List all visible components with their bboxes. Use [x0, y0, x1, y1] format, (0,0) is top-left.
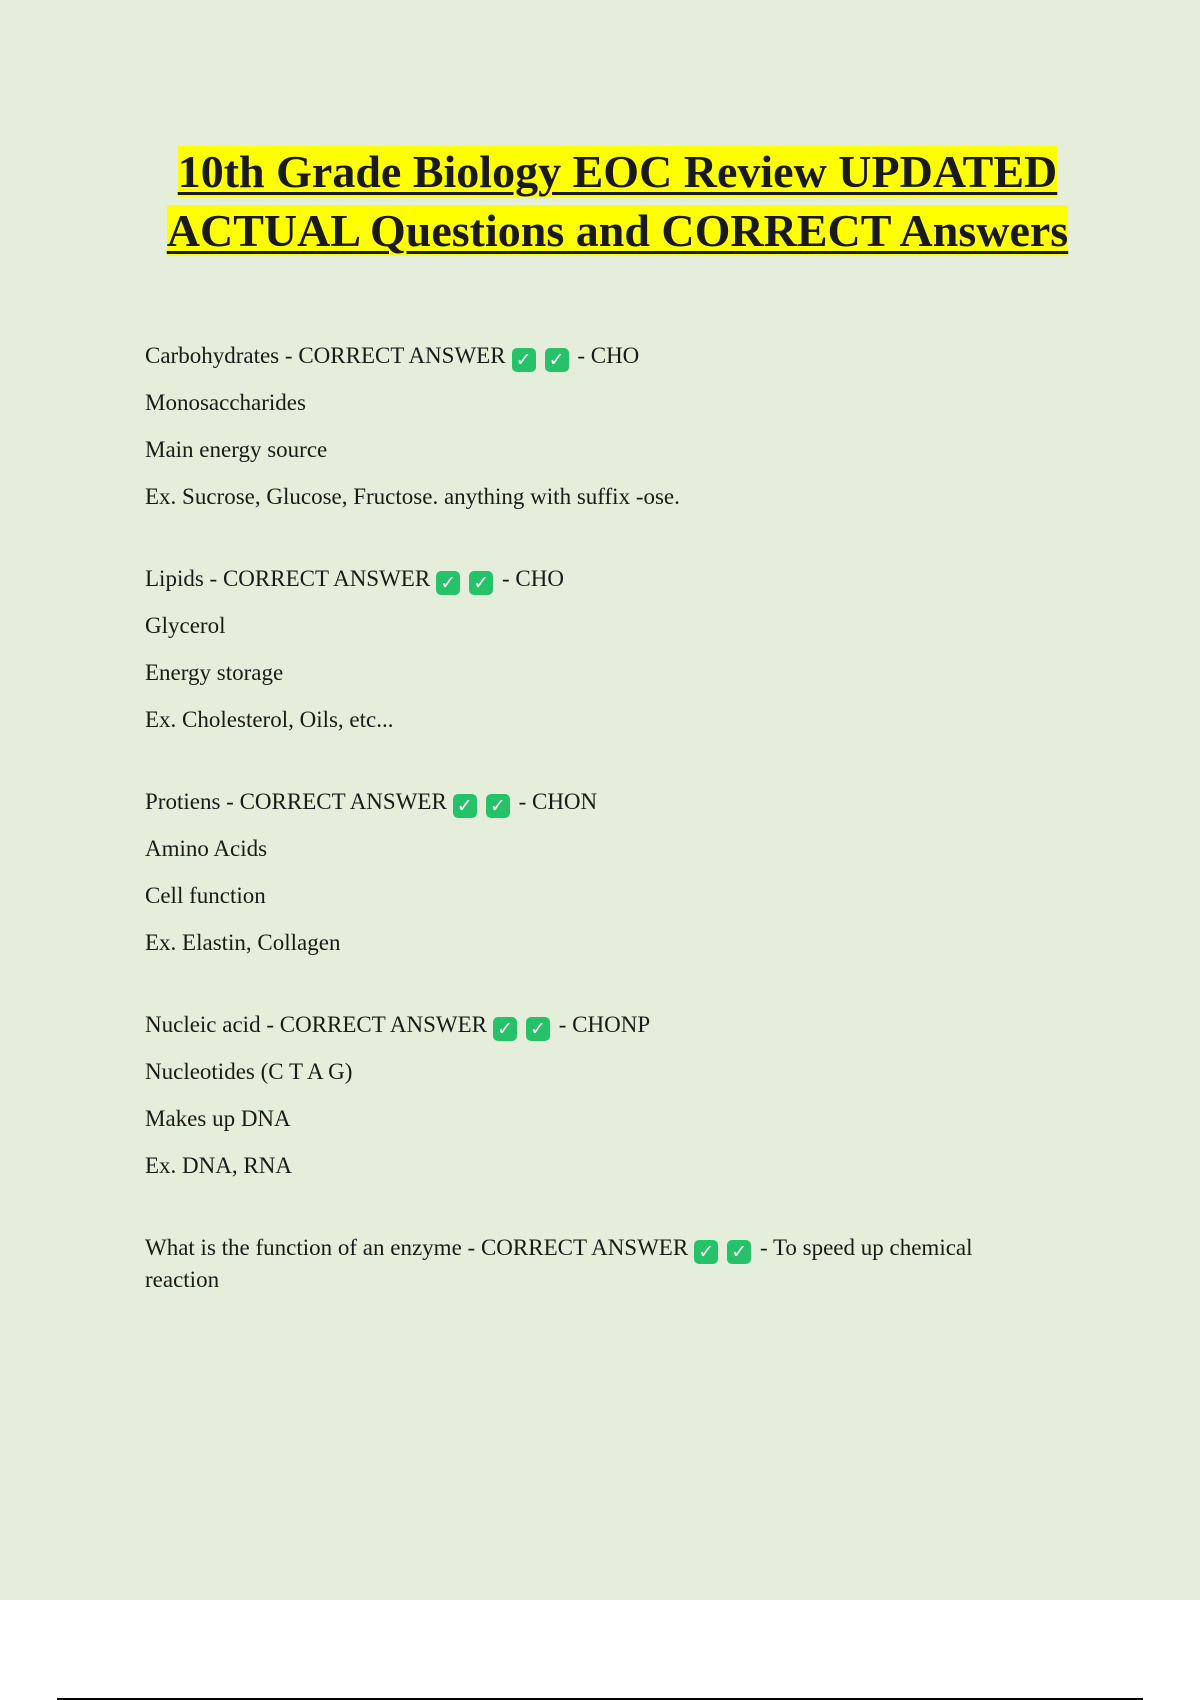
qa-item — [145, 563, 1045, 736]
check-mark-icon: ✓ — [486, 794, 510, 818]
question-text: Lipids — [145, 566, 204, 591]
question-text: Nucleic acid — [145, 1012, 261, 1037]
check-mark-icon: ✓ — [453, 794, 477, 818]
document-title — [120, 142, 1115, 260]
detail-line: Cell function — [145, 883, 266, 908]
check-mark-icon: ✓ — [727, 1240, 751, 1264]
check-mark-icon: ✓ — [526, 1017, 550, 1041]
qa-item — [145, 340, 1045, 513]
qa-header: Carbohydrates - CORRECT ANSWER ✓ ✓ - CHO — [145, 343, 640, 371]
answer-text: CHO — [515, 566, 564, 591]
detail-line: Glycerol — [145, 613, 226, 638]
title-text: 10th Grade Biology EOC Review UPDATED ACTUAL Questions and CORRECT Answers — [166, 146, 1069, 256]
check-mark-icon: ✓ — [545, 348, 569, 372]
check-mark-icon: ✓ — [469, 571, 493, 595]
answer-text: To speed up chemical reaction — [145, 1235, 973, 1292]
detail-line: Main energy source — [145, 437, 328, 462]
qa-header: Protiens - CORRECT ANSWER ✓ ✓ - CHON — [145, 789, 598, 817]
answer-text: CHO — [590, 343, 640, 368]
qa-item — [145, 786, 1045, 959]
detail-line: Nucleotides (C T A G) — [145, 1059, 353, 1084]
separator-label: CORRECT ANSWER — [279, 1012, 487, 1037]
detail-line: Ex. Sucrose, Glucose, Fructose. anything with suffix -ose. — [145, 484, 680, 509]
qa-item — [145, 1232, 1045, 1296]
separator-label: CORRECT ANSWER — [222, 566, 431, 591]
detail-line: Amino Acids — [145, 836, 268, 861]
separator-label: CORRECT ANSWER — [239, 789, 447, 814]
qa-header: What is the function of an enzyme - CORRECT ANSWER ✓ ✓ - To speed up chemical reaction — [145, 1235, 973, 1292]
separator-label: CORRECT ANSWER — [480, 1235, 689, 1260]
detail-line: Ex. Elastin, Collagen — [145, 930, 341, 955]
detail-line: Ex. DNA, RNA — [145, 1153, 292, 1178]
separator-label: CORRECT ANSWER — [298, 343, 506, 368]
detail-line: Makes up DNA — [145, 1106, 291, 1131]
answer-text: CHON — [531, 789, 598, 814]
check-mark-icon: ✓ — [512, 348, 536, 372]
qa-header: Lipids - CORRECT ANSWER ✓ ✓ - CHO — [145, 566, 564, 594]
qa-list — [145, 340, 1045, 1346]
question-text: What is the function of an enzyme — [145, 1235, 462, 1260]
check-mark-icon: ✓ — [694, 1240, 718, 1264]
detail-line: Energy storage — [145, 660, 284, 685]
question-text: Protiens — [145, 789, 221, 814]
check-mark-icon: ✓ — [436, 571, 460, 595]
qa-header: Nucleic acid - CORRECT ANSWER ✓ ✓ - CHONP — [145, 1012, 651, 1040]
qa-item — [145, 1009, 1045, 1182]
answer-text: CHONP — [572, 1012, 651, 1037]
detail-line: Ex. Cholesterol, Oils, etc... — [145, 707, 394, 732]
question-text: Carbohydrates — [145, 343, 280, 368]
detail-line: Monosaccharides — [145, 390, 306, 415]
check-mark-icon: ✓ — [493, 1017, 517, 1041]
